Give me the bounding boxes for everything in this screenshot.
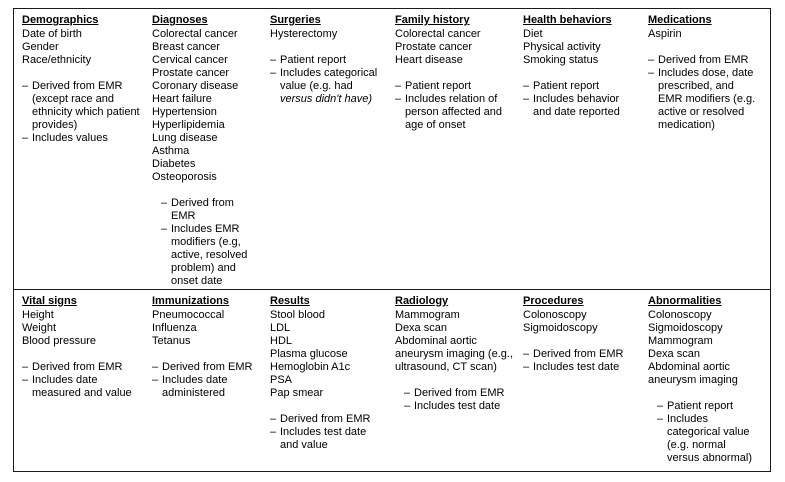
cell-item: Abdominal aortic aneurysm imaging	[648, 361, 738, 386]
note-text	[280, 54, 385, 67]
note-text	[533, 93, 638, 119]
note-text	[280, 426, 385, 452]
note-dash: –	[523, 361, 530, 373]
note-text	[280, 413, 385, 426]
cell-heading: Health behaviors	[523, 14, 612, 26]
cell-item: Date of birth	[22, 28, 82, 40]
cell-note-list	[161, 197, 260, 288]
cell-item-list	[270, 309, 385, 400]
cell-item: Asthma	[152, 145, 190, 157]
cell-note	[270, 54, 385, 67]
cell-item: HDL	[270, 335, 293, 347]
note-text-segment: Derived from EMR	[32, 361, 123, 373]
cell-note-list	[404, 387, 513, 413]
cell-note	[523, 348, 638, 361]
cell-item: Stool blood	[270, 309, 326, 321]
cell-item: Dexa scan	[395, 322, 447, 334]
cell-item-list	[22, 28, 142, 67]
note-text-segment: Derived from EMR	[414, 387, 505, 399]
note-text-segment: Includes categorical value (e.g. normal versus abnormal)	[667, 413, 752, 464]
cell-note	[523, 361, 638, 374]
table-cell	[270, 295, 395, 452]
cell-heading: Procedures	[523, 295, 584, 307]
cell-item: Cervical cancer	[152, 54, 228, 66]
cell-item: Pneumococcal	[152, 309, 225, 321]
note-text-segment: Derived from EMR (except race and ethnicity which patient provides)	[32, 80, 140, 131]
note-text-segment: Includes dose, date prescribed, and EMR modifiers (e.g. active or resolved medication)	[658, 67, 756, 131]
cell-item: Diet	[523, 28, 543, 40]
cell-heading: Surgeries	[270, 14, 321, 26]
cell-item: Mammogram	[395, 309, 460, 321]
cell-item: Plasma glucose	[270, 348, 348, 360]
cell-note	[270, 413, 385, 426]
table-cell	[152, 295, 270, 400]
note-text	[658, 54, 760, 67]
cell-note-list	[395, 80, 513, 132]
cell-item-list	[523, 309, 638, 335]
note-dash: –	[22, 374, 29, 386]
cell-item: Prostate cancer	[395, 41, 473, 53]
table-cell	[395, 14, 523, 132]
cell-item: Race/ethnicity	[22, 54, 92, 66]
cell-item: Weight	[22, 322, 57, 334]
note-dash: –	[161, 223, 168, 235]
note-text	[414, 400, 513, 413]
cell-item: Breast cancer	[152, 41, 220, 53]
cell-note	[657, 413, 760, 465]
table-cell	[152, 14, 270, 288]
note-dash: –	[22, 80, 29, 92]
note-text-segment: Derived from EMR	[162, 361, 253, 373]
note-dash: –	[270, 54, 277, 66]
cell-note	[523, 80, 638, 93]
cell-item: Sigmoidoscopy	[523, 322, 598, 334]
cell-note	[22, 80, 142, 132]
cell-item: Height	[22, 309, 54, 321]
note-dash: –	[152, 361, 159, 373]
cell-item-list	[152, 309, 260, 348]
note-dash: –	[395, 93, 402, 105]
cell-note	[161, 197, 260, 223]
cell-item: Hemoglobin A1c	[270, 361, 351, 373]
note-text-italic-segment: versus didn't have)	[280, 93, 372, 105]
cell-item-list	[395, 309, 513, 374]
cell-heading: Diagnoses	[152, 14, 208, 26]
cell-item-list	[648, 28, 760, 41]
cell-note	[270, 426, 385, 452]
cell-item: Coronary disease	[152, 80, 239, 92]
cell-note	[152, 361, 260, 374]
cell-item-list	[152, 28, 260, 184]
note-text-segment: Derived from EMR	[171, 197, 234, 222]
note-dash: –	[657, 400, 664, 412]
note-dash: –	[648, 67, 655, 79]
cell-item: Tetanus	[152, 335, 191, 347]
cell-note	[22, 132, 142, 145]
note-text	[405, 93, 513, 132]
note-text-segment: Patient report	[405, 80, 472, 92]
cell-item: Pap smear	[270, 387, 324, 399]
cell-note	[22, 374, 142, 400]
note-dash: –	[523, 348, 530, 360]
table-row-bottom	[14, 290, 770, 471]
cell-item: PSA	[270, 374, 293, 386]
cell-item: Abdominal aortic aneurysm imaging (e.g., ultrasound, CT scan)	[395, 335, 513, 373]
note-text	[32, 80, 142, 132]
note-dash: –	[152, 374, 159, 386]
table-cell	[22, 295, 152, 400]
cell-heading: Results	[270, 295, 310, 307]
cell-note	[404, 387, 513, 400]
note-dash: –	[523, 93, 530, 105]
note-text	[533, 361, 638, 374]
cell-item: Colorectal cancer	[152, 28, 238, 40]
note-dash: –	[270, 426, 277, 438]
cell-note-list	[657, 400, 760, 465]
note-text-segment: Derived from EMR	[658, 54, 749, 66]
cell-item: Aspirin	[648, 28, 682, 40]
table-cell	[22, 14, 152, 145]
cell-item: Hyperlipidemia	[152, 119, 225, 131]
cell-item: Colonoscopy	[523, 309, 587, 321]
cell-item: Sigmoidoscopy	[648, 322, 723, 334]
note-text-segment: Patient report	[533, 80, 600, 92]
cell-item-list	[395, 28, 513, 67]
cell-note	[648, 54, 760, 67]
note-text-segment: Includes test date and value	[280, 426, 367, 451]
table-cell	[648, 295, 764, 465]
cell-item: Diabetes	[152, 158, 196, 170]
cell-item: Hypertension	[152, 106, 217, 118]
note-text-segment: Patient report	[667, 400, 734, 412]
cell-note	[395, 80, 513, 93]
cell-item: Colorectal cancer	[395, 28, 481, 40]
note-dash: –	[270, 67, 277, 79]
cell-note	[395, 93, 513, 132]
cell-item: Hysterectomy	[270, 28, 338, 40]
cell-item-list	[523, 28, 638, 67]
note-dash: –	[648, 54, 655, 66]
cell-item: Gender	[22, 41, 59, 53]
table-cell	[523, 295, 648, 374]
note-text-segment: Includes date measured and value	[32, 374, 132, 399]
cell-item-list	[22, 309, 142, 348]
cell-item: Colonoscopy	[648, 309, 712, 321]
note-dash: –	[523, 80, 530, 92]
table-cell	[395, 295, 523, 413]
cell-note-list	[648, 54, 760, 132]
cell-note-list	[523, 348, 638, 374]
cell-item: Dexa scan	[648, 348, 700, 360]
note-text	[162, 361, 260, 374]
cell-note	[22, 361, 142, 374]
note-dash: –	[22, 132, 29, 144]
cell-heading: Vital signs	[22, 295, 77, 307]
note-dash: –	[161, 197, 168, 209]
note-dash: –	[404, 387, 411, 399]
note-text	[32, 132, 142, 145]
cell-item: Mammogram	[648, 335, 713, 347]
cell-note-list	[22, 361, 142, 400]
cell-note-list	[270, 54, 385, 106]
table-cell	[648, 14, 764, 132]
cell-note	[657, 400, 760, 413]
table-row-top	[14, 9, 770, 290]
note-text	[405, 80, 513, 93]
cell-heading: Radiology	[395, 295, 449, 307]
note-dash: –	[395, 80, 402, 92]
cell-item-list	[270, 28, 385, 41]
cell-note	[152, 374, 260, 400]
note-text	[533, 348, 638, 361]
cell-note	[404, 400, 513, 413]
cell-item: Smoking status	[523, 54, 599, 66]
note-text	[171, 197, 260, 223]
cell-note-list	[22, 80, 142, 145]
cell-item: Heart disease	[395, 54, 463, 66]
cell-item: Blood pressure	[22, 335, 96, 347]
table-cell	[270, 14, 395, 106]
note-text	[32, 361, 142, 374]
cell-note-list	[523, 80, 638, 119]
cell-note	[270, 67, 385, 106]
note-text	[667, 400, 760, 413]
note-text-segment: Includes behavior and date reported	[533, 93, 620, 118]
note-text	[171, 223, 260, 288]
note-dash: –	[404, 400, 411, 412]
cell-item: Lung disease	[152, 132, 218, 144]
note-text-segment: Includes categorical value (e.g. had	[280, 67, 378, 92]
cell-heading: Demographics	[22, 14, 99, 26]
note-dash: –	[22, 361, 29, 373]
cell-note-list	[152, 361, 260, 400]
note-text-segment: Includes test date	[414, 400, 501, 412]
note-text	[533, 80, 638, 93]
cell-item: Prostate cancer	[152, 67, 230, 79]
cell-heading: Medications	[648, 14, 712, 26]
cell-note	[161, 223, 260, 288]
cell-item: Influenza	[152, 322, 197, 334]
note-text	[414, 387, 513, 400]
note-text-segment: Includes values	[32, 132, 108, 144]
note-text-segment: Derived from EMR	[280, 413, 371, 425]
note-text	[667, 413, 760, 465]
note-text-segment: Derived from EMR	[533, 348, 624, 360]
note-dash: –	[270, 413, 277, 425]
note-text	[32, 374, 142, 400]
note-text	[162, 374, 260, 400]
note-dash: –	[657, 413, 664, 425]
cell-item: Physical activity	[523, 41, 601, 53]
cell-note-list	[270, 413, 385, 452]
cell-heading: Immunizations	[152, 295, 230, 307]
patient-data-elements-table	[13, 8, 771, 472]
cell-item-list	[648, 309, 760, 387]
cell-heading: Family history	[395, 14, 470, 26]
note-text	[658, 67, 760, 132]
note-text-segment: Includes date administered	[162, 374, 228, 399]
note-text	[280, 67, 385, 106]
cell-item: Heart failure	[152, 93, 212, 105]
note-text-segment: Includes relation of person affected and age of onset	[405, 93, 503, 131]
note-text-segment: Patient report	[280, 54, 347, 66]
cell-note	[523, 93, 638, 119]
table-cell	[523, 14, 648, 119]
cell-note	[648, 67, 760, 132]
note-text-segment: Includes EMR modifiers (e.g, active, resolved problem) and onset date	[171, 223, 248, 287]
cell-heading: Abnormalities	[648, 295, 722, 307]
cell-item: LDL	[270, 322, 291, 334]
cell-item: Osteoporosis	[152, 171, 217, 183]
note-text-segment: Includes test date	[533, 361, 620, 373]
